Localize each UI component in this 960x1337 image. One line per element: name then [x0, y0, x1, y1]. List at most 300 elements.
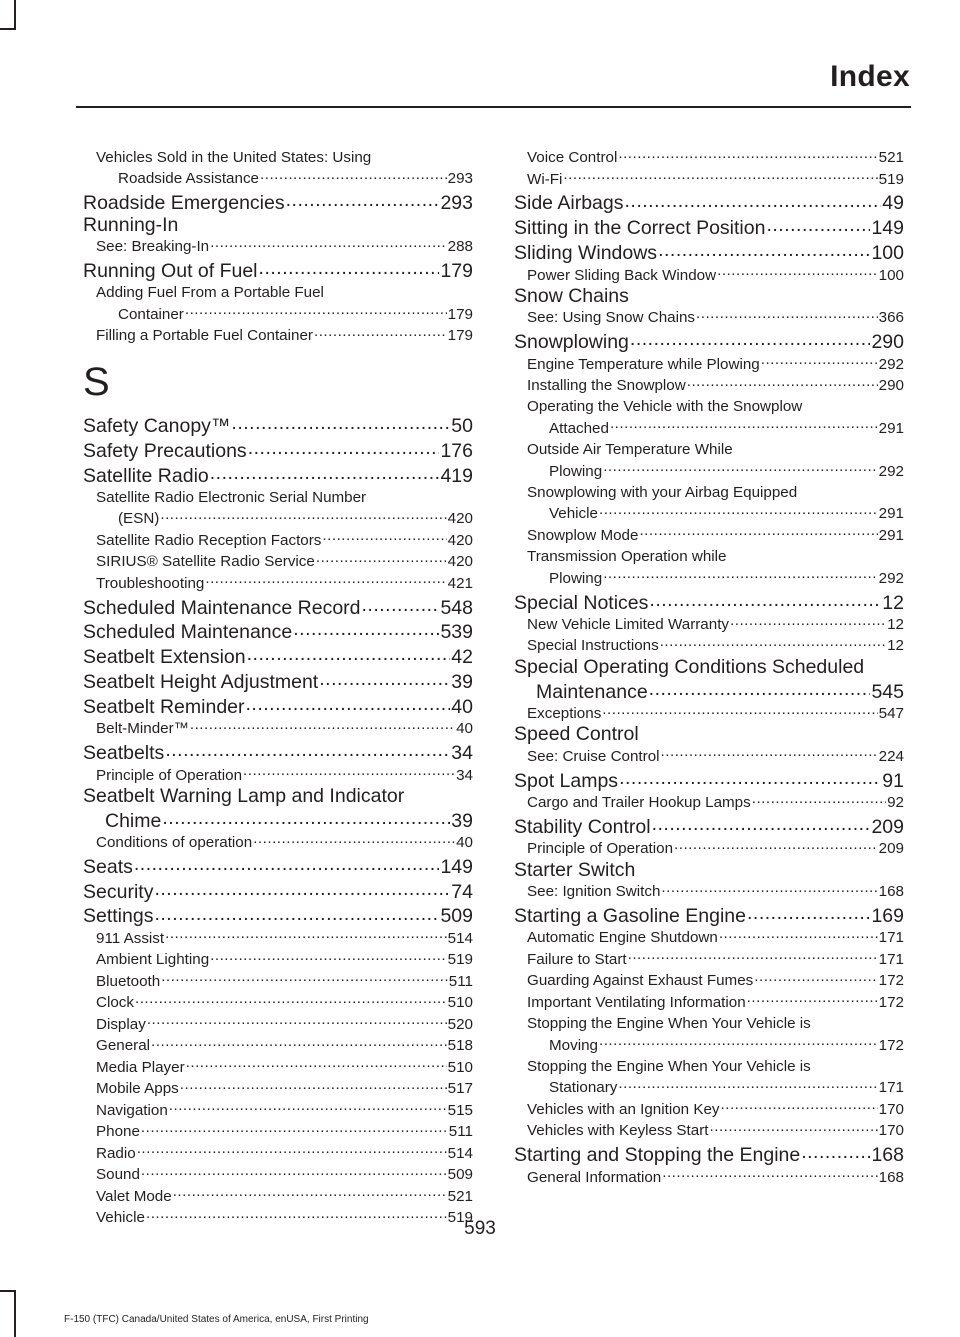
leader-dots: [662, 1167, 877, 1182]
entry-page-number: 91: [882, 769, 904, 792]
entry-page-number: 39: [451, 670, 473, 693]
leader-dots: [766, 215, 870, 235]
entry-text: Vehicles with Keyless Start: [527, 1122, 709, 1140]
entry-page-number: 521: [447, 1187, 473, 1205]
leader-dots: [628, 949, 878, 964]
leader-dots: [603, 460, 877, 475]
entry-line: [527, 264, 904, 285]
index-entry[interactable]: [83, 462, 473, 487]
entry-page-number: 100: [871, 242, 904, 265]
entry-page-number: 12: [887, 637, 904, 655]
index-entry[interactable]: [83, 437, 473, 462]
index-subentry[interactable]: [514, 635, 904, 656]
entry-line: [527, 1056, 904, 1077]
entry-line: [527, 396, 904, 417]
index-entry[interactable]: [83, 786, 473, 832]
index-entry[interactable]: [514, 860, 904, 881]
entry-page-number: 514: [447, 1144, 473, 1162]
index-subentry[interactable]: [514, 614, 904, 635]
entry-text: Power Sliding Back Window: [527, 266, 717, 284]
entry-text: Vehicle: [96, 1209, 145, 1227]
entry-line: [527, 503, 904, 524]
entry-page-number: 293: [447, 170, 473, 188]
entry-line: [527, 307, 904, 328]
index-entry[interactable]: [514, 724, 904, 745]
entry-text: Media Player: [96, 1058, 185, 1076]
index-entry[interactable]: [83, 190, 473, 215]
entry-text: Engine Temperature while Plowing: [527, 355, 760, 373]
index-entry[interactable]: [514, 1142, 904, 1167]
entry-line: [527, 792, 904, 813]
crop-mark: [14, 1290, 16, 1337]
entry-page-number: 509: [447, 1166, 473, 1184]
entry-text: Scheduled Maintenance: [83, 621, 293, 644]
entry-line: [96, 1014, 473, 1035]
index-subentry[interactable]: [514, 439, 904, 482]
entry-line: [514, 190, 904, 215]
index-column-right: [514, 147, 904, 1188]
index-subentry[interactable]: [83, 928, 473, 949]
entry-line: [83, 668, 473, 693]
leader-dots: [652, 813, 871, 833]
leader-dots: [165, 740, 450, 760]
entry-line: [83, 190, 473, 215]
index-subentry[interactable]: [83, 718, 473, 739]
index-entry[interactable]: [514, 767, 904, 792]
index-subentry[interactable]: [83, 487, 473, 530]
index-subentry[interactable]: [83, 992, 473, 1013]
entry-text: General Information: [527, 1168, 662, 1186]
leader-dots: [761, 353, 878, 368]
entry-line: [83, 807, 473, 832]
entry-text: Principle of Operation: [527, 840, 674, 858]
entry-text: Snowplowing: [514, 331, 629, 354]
entry-page-number: 170: [878, 1122, 904, 1140]
entry-line: [83, 903, 473, 928]
entry-text: Plowing: [549, 462, 603, 480]
entry-page-number: 168: [871, 1144, 904, 1167]
entry-text: Seatbelt Warning Lamp and Indicator: [83, 784, 405, 807]
entry-text: Voice Control: [527, 149, 618, 167]
entry-line: [527, 439, 904, 460]
entry-page-number: 548: [440, 596, 473, 619]
entry-page-number: 40: [456, 834, 473, 852]
entry-text: Seatbelt Height Adjustment: [83, 670, 319, 693]
entry-page-number: 209: [871, 815, 904, 838]
index-entry[interactable]: [83, 668, 473, 693]
index-subentry[interactable]: [83, 832, 473, 853]
index-subentry[interactable]: [514, 546, 904, 589]
entry-text: Seatbelt Extension: [83, 646, 246, 669]
index-subentry[interactable]: [514, 525, 904, 546]
entry-page-number: 209: [878, 840, 904, 858]
entry-text: Mobile Apps: [96, 1080, 179, 1098]
leader-dots: [141, 1121, 448, 1136]
index-subentry[interactable]: [83, 1186, 473, 1207]
entry-text: Sliding Windows: [514, 242, 658, 265]
index-subentry[interactable]: [514, 396, 904, 439]
entry-text: New Vehicle Limited Warranty: [527, 615, 730, 633]
leader-dots: [210, 236, 447, 251]
entry-text: Failure to Start: [527, 950, 627, 968]
entry-line: [96, 551, 473, 572]
entry-page-number: 172: [878, 972, 904, 990]
entry-text: Belt-Minder™: [96, 720, 189, 738]
index-subentry[interactable]: [514, 927, 904, 948]
entry-text: Seats: [83, 855, 133, 878]
entry-line: [96, 1121, 473, 1142]
entry-line: [96, 303, 473, 324]
index-subentry[interactable]: [83, 1057, 473, 1078]
entry-page-number: 420: [447, 531, 473, 549]
entry-text: Special Notices: [514, 591, 649, 614]
entry-page-number: 169: [871, 904, 904, 927]
entry-page-number: 514: [447, 929, 473, 947]
index-entry[interactable]: [83, 853, 473, 878]
entry-line: [83, 693, 473, 718]
leader-dots: [314, 325, 447, 340]
entry-line: [514, 813, 904, 838]
entry-text: Stopping the Engine When Your Vehicle is: [527, 1057, 811, 1075]
index-entry[interactable]: [514, 286, 904, 307]
leader-dots: [137, 1143, 447, 1158]
entry-text: Snowplowing with your Airbag Equipped: [527, 483, 798, 501]
leader-dots: [180, 1078, 447, 1093]
leader-dots: [747, 992, 878, 1007]
entry-page-number: 519: [878, 170, 904, 188]
entry-page-number: 509: [440, 905, 473, 928]
index-subentry[interactable]: [83, 325, 473, 346]
index-entry[interactable]: [514, 215, 904, 240]
entry-text: Important Ventilating Information: [527, 993, 746, 1011]
entry-page-number: 179: [440, 259, 473, 282]
entry-page-number: 421: [447, 574, 473, 592]
entry-page-number: 172: [878, 993, 904, 1011]
entry-text: Outside Air Temperature While: [527, 441, 733, 459]
entry-text: Speed Control: [514, 723, 639, 746]
entry-text: Ambient Lighting: [96, 951, 210, 969]
entry-text: Vehicle: [549, 505, 598, 523]
entry-line: [514, 902, 904, 927]
leader-dots: [674, 838, 878, 853]
entry-text: Attached: [549, 419, 609, 437]
leader-dots: [247, 644, 451, 664]
leader-dots: [190, 718, 455, 733]
entry-text: 911 Assist: [96, 929, 165, 947]
index-entry[interactable]: [83, 412, 473, 437]
index-subentry[interactable]: [514, 970, 904, 991]
entry-line: [83, 740, 473, 765]
entry-text: Scheduled Maintenance Record: [83, 596, 361, 619]
index-subentry[interactable]: [514, 375, 904, 396]
leader-dots: [660, 635, 886, 650]
entry-page-number: 292: [878, 462, 904, 480]
entry-page-number: 290: [871, 331, 904, 354]
index-subentry[interactable]: [83, 573, 473, 594]
index-column-left: [83, 147, 473, 1229]
entry-text: Snowplow Mode: [527, 526, 639, 544]
entry-line: [527, 1013, 904, 1034]
index-entry[interactable]: [514, 813, 904, 838]
leader-dots: [210, 949, 447, 964]
entry-page-number: 419: [440, 464, 473, 487]
index-subentry[interactable]: [83, 1164, 473, 1185]
entry-line: [96, 508, 473, 529]
index-subentry[interactable]: [83, 282, 473, 325]
leader-dots: [599, 503, 878, 518]
index-subentry[interactable]: [83, 1035, 473, 1056]
entry-page-number: 42: [451, 646, 473, 669]
entry-text: Wi-Fi: [527, 170, 563, 188]
index-entry[interactable]: [514, 657, 904, 703]
index-entry[interactable]: [83, 693, 473, 718]
entry-line: [527, 614, 904, 635]
entry-line: [527, 1077, 904, 1098]
entry-line: [96, 1143, 473, 1164]
leader-dots: [754, 970, 877, 985]
index-subentry[interactable]: [83, 1143, 473, 1164]
index-subentry[interactable]: [514, 482, 904, 525]
index-subentry[interactable]: [514, 264, 904, 285]
entry-line: [83, 215, 473, 236]
entry-line: [96, 1035, 473, 1056]
entry-line: [83, 257, 473, 282]
entry-line: [527, 375, 904, 396]
index-subentry[interactable]: [83, 949, 473, 970]
index-subentry[interactable]: [514, 307, 904, 328]
leader-dots: [259, 257, 440, 277]
leader-dots: [162, 807, 450, 827]
entry-text: Stopping the Engine When Your Vehicle is: [527, 1015, 811, 1033]
entry-page-number: 168: [878, 883, 904, 901]
entry-page-number: 34: [456, 766, 473, 784]
index-subentry[interactable]: [514, 168, 904, 189]
entry-page-number: 176: [440, 439, 473, 462]
entry-text: See: Ignition Switch: [527, 883, 661, 901]
entry-line: [527, 970, 904, 991]
leader-dots: [141, 1164, 447, 1179]
entry-text: Settings: [83, 905, 154, 928]
entry-page-number: 293: [440, 192, 473, 215]
entry-text: Cargo and Trailer Hookup Lamps: [527, 794, 751, 812]
entry-line: [96, 832, 473, 853]
index-subentry[interactable]: [83, 147, 473, 190]
entry-text: Satellite Radio: [83, 464, 209, 487]
leader-dots: [717, 264, 878, 279]
entry-page-number: 40: [456, 720, 473, 738]
entry-line: [527, 1099, 904, 1120]
leader-dots: [630, 329, 871, 349]
leader-dots: [661, 881, 877, 896]
index-entry[interactable]: [83, 878, 473, 903]
entry-text: Security: [83, 880, 154, 903]
leader-dots: [147, 1014, 447, 1029]
index-subentry[interactable]: [83, 1014, 473, 1035]
index-subentry[interactable]: [83, 1100, 473, 1121]
entry-page-number: 74: [451, 880, 473, 903]
entry-text: Vehicles with an Ignition Key: [527, 1100, 720, 1118]
entry-text: Radio: [96, 1144, 136, 1162]
header-rule: [76, 106, 911, 108]
index-subentry[interactable]: [514, 1120, 904, 1141]
entry-page-number: 519: [447, 951, 473, 969]
entry-line: [96, 530, 473, 551]
entry-page-number: 100: [878, 266, 904, 284]
entry-text: Guarding Against Exhaust Fumes: [527, 972, 754, 990]
index-subentry[interactable]: [83, 530, 473, 551]
entry-line: [527, 460, 904, 481]
entry-text: Satellite Radio Reception Factors: [96, 531, 322, 549]
leader-dots: [649, 589, 881, 609]
entry-line: [96, 1057, 473, 1078]
entry-line: [96, 236, 473, 257]
leader-dots: [135, 992, 447, 1007]
entry-page-number: 545: [871, 680, 904, 703]
entry-line: [96, 325, 473, 346]
leader-dots: [205, 573, 446, 588]
leader-dots: [253, 832, 455, 847]
index-subentry[interactable]: [514, 353, 904, 374]
leader-dots: [563, 168, 877, 183]
leader-dots: [165, 928, 447, 943]
entry-text: Moving: [549, 1036, 598, 1054]
entry-line: [527, 881, 904, 902]
entry-page-number: 420: [447, 510, 473, 528]
index-entry[interactable]: [83, 619, 473, 644]
index-entry[interactable]: [83, 215, 473, 236]
leader-dots: [319, 668, 450, 688]
leader-dots: [151, 1035, 447, 1050]
index-subentry[interactable]: [514, 838, 904, 859]
index-entry[interactable]: [83, 644, 473, 669]
entry-text: Troubleshooting: [96, 574, 205, 592]
index-entry[interactable]: [514, 329, 904, 354]
leader-dots: [260, 168, 447, 183]
index-subentry[interactable]: [83, 1078, 473, 1099]
entry-line: [527, 1120, 904, 1141]
entry-page-number: 12: [887, 615, 904, 633]
entry-line: [83, 644, 473, 669]
entry-page-number: 547: [878, 705, 904, 723]
entry-text: Sitting in the Correct Position: [514, 217, 766, 240]
entry-line: [96, 992, 473, 1013]
entry-text: Stationary: [549, 1079, 618, 1097]
index-subentry[interactable]: [514, 1099, 904, 1120]
entry-page-number: 511: [448, 972, 473, 990]
leader-dots: [619, 767, 881, 787]
entry-text: Special Instructions: [527, 637, 659, 655]
entry-line: [527, 927, 904, 948]
index-subentry[interactable]: [83, 971, 473, 992]
leader-dots: [186, 1057, 447, 1072]
entry-text: Adding Fuel From a Portable Fuel: [96, 284, 324, 302]
entry-line: [514, 329, 904, 354]
index-subentry[interactable]: [83, 764, 473, 785]
entry-line: [527, 568, 904, 589]
entry-page-number: 149: [440, 855, 473, 878]
entry-line: [527, 353, 904, 374]
entry-line: [514, 240, 904, 265]
entry-line: [527, 992, 904, 1013]
index-entry[interactable]: [514, 902, 904, 927]
entry-line: [96, 1164, 473, 1185]
entry-line: [96, 147, 473, 168]
entry-text: Display: [96, 1015, 146, 1033]
entry-line: [514, 286, 904, 307]
index-entry[interactable]: [83, 903, 473, 928]
leader-dots: [696, 307, 878, 322]
entry-page-number: 291: [878, 526, 904, 544]
entry-page-number: 510: [447, 994, 473, 1012]
index-subentry[interactable]: [83, 236, 473, 257]
entry-page-number: 170: [878, 1100, 904, 1118]
index-entry[interactable]: [83, 594, 473, 619]
leader-dots: [248, 437, 440, 457]
entry-text: General: [96, 1037, 151, 1055]
index-subentry[interactable]: [514, 147, 904, 168]
leader-dots: [286, 190, 440, 210]
leader-dots: [173, 1186, 447, 1201]
entry-line: [527, 746, 904, 767]
entry-page-number: 510: [447, 1058, 473, 1076]
entry-text: Spot Lamps: [514, 769, 619, 792]
leader-dots: [293, 619, 439, 639]
index-subentry[interactable]: [83, 551, 473, 572]
index-entry[interactable]: [83, 257, 473, 282]
index-subentry[interactable]: [514, 703, 904, 724]
entry-page-number: 40: [451, 695, 473, 718]
entry-text: Automatic Engine Shutdown: [527, 929, 718, 947]
index-subentry[interactable]: [514, 949, 904, 970]
index-subentry[interactable]: [514, 1167, 904, 1188]
entry-line: [514, 767, 904, 792]
entry-text: Stability Control: [514, 815, 651, 838]
leader-dots: [618, 1077, 877, 1092]
entry-line: [514, 724, 904, 745]
entry-text: See: Breaking-In: [96, 238, 210, 256]
crop-mark: [0, 1290, 16, 1292]
entry-page-number: 179: [447, 327, 473, 345]
index-subentry[interactable]: [514, 746, 904, 767]
index-subentry[interactable]: [514, 1056, 904, 1099]
index-subentry[interactable]: [514, 792, 904, 813]
entry-page-number: 12: [882, 591, 904, 614]
leader-dots: [134, 853, 440, 873]
leader-dots: [721, 1099, 878, 1114]
index-entry[interactable]: [514, 190, 904, 215]
entry-line: [96, 282, 473, 303]
index-subentry[interactable]: [83, 1121, 473, 1142]
entry-page-number: 521: [878, 149, 904, 167]
entry-page-number: 49: [882, 192, 904, 215]
entry-line: [514, 215, 904, 240]
entry-page-number: 171: [878, 1079, 904, 1097]
index-entry[interactable]: [514, 240, 904, 265]
entry-page-number: 92: [887, 794, 904, 812]
index-subentry[interactable]: [514, 992, 904, 1013]
entry-page-number: 34: [451, 742, 473, 765]
entry-text: Seatbelt Reminder: [83, 695, 245, 718]
index-subentry[interactable]: [514, 881, 904, 902]
leader-dots: [687, 375, 878, 390]
leader-dots: [730, 614, 886, 629]
index-entry[interactable]: [83, 740, 473, 765]
entry-line: [83, 619, 473, 644]
entry-text: SIRIUS® Satellite Radio Service: [96, 553, 315, 571]
entry-page-number: 171: [878, 950, 904, 968]
index-entry[interactable]: [514, 589, 904, 614]
index-subentry[interactable]: [514, 1013, 904, 1056]
